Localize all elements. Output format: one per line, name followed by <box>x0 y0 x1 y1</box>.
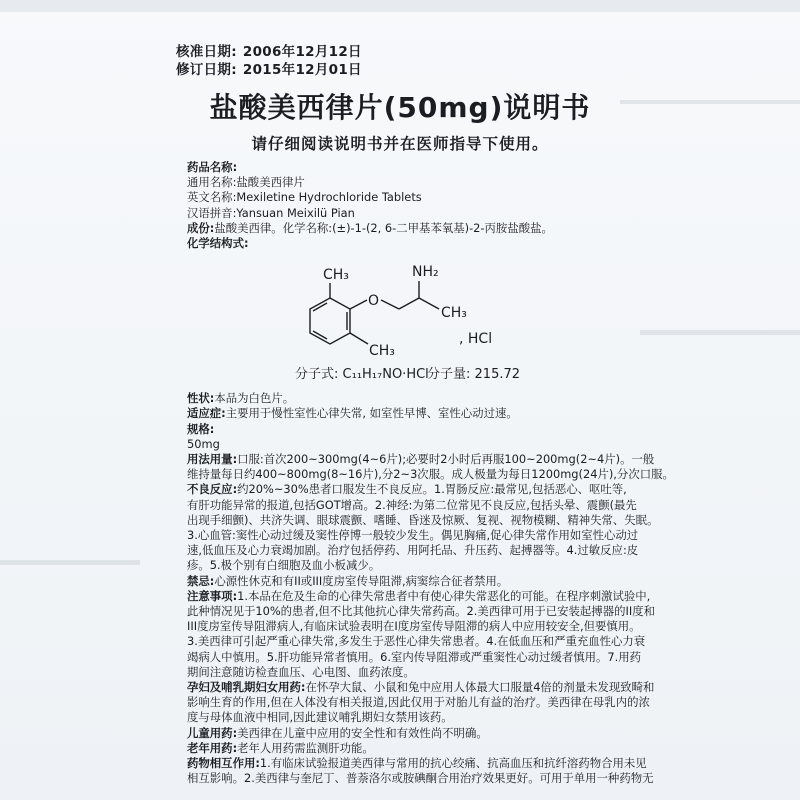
molecular-formula <box>295 367 429 382</box>
pinyin-name-label: 汉语拼音: <box>187 205 237 220</box>
section-text: 50mg <box>187 436 220 451</box>
document-body <box>187 160 674 787</box>
text-line <box>187 619 641 634</box>
common-name-value: 盐酸美西律片 <box>236 175 305 190</box>
section-text: III度房室传导阻滞病人,有临床试验表明在I度房室传导阻滞的病人中应用较安全,但要慎用。 <box>187 619 641 634</box>
section-text: 本品为白色片。 <box>214 391 295 406</box>
text-line <box>187 726 615 741</box>
section-text: 竭病人中慎用。5.肝功能异常者慎用。6.室内传导阻滞或严重窦性心动过缓者慎用。7.用药 <box>187 649 642 664</box>
section-text: 3.美西律可引起严重心律失常,多发生于恶性心律失常患者。4.在低血压和严重充血性心力衰 <box>187 634 646 649</box>
revision-date-value: 2015年12月01日 <box>242 62 362 78</box>
section-text: 速,低血压及心力衰竭加剧。治疗包括停药、用阿托品、升压药、起搏器等。4.过敏反应:皮 <box>187 543 639 558</box>
section-text: 维持量每日约400~800mg(8~16片),分2~3次服。成人极量为每日1200mg(24片),分次口服。 <box>187 467 674 482</box>
text-line <box>187 452 655 467</box>
text-line <box>187 482 627 497</box>
common-name-line <box>187 175 615 190</box>
section-label: 孕妇及哺乳期妇女用药: <box>187 680 306 695</box>
nh2-label: NH₂ <box>412 264 439 281</box>
text-line <box>187 543 639 558</box>
text-line <box>187 741 615 756</box>
text-line <box>187 558 615 573</box>
section-text: 1.有临床试验报道美西律与常用的抗心绞痛、抗高血压和抗纤溶药物合用未见 <box>259 756 647 771</box>
document-text-lines <box>187 391 674 786</box>
structure-label: 化学结构式: <box>187 236 249 251</box>
page-subtitle: 请仔细阅读说明书并在医师指导下使用。 <box>251 135 549 153</box>
text-line <box>187 649 642 665</box>
methyl-bond-right <box>419 298 439 309</box>
scan-smudge <box>0 560 140 565</box>
section-text: 影响生育的作用,但在人体没有相关报道,因此仅用于对胎儿有益的治疗。美西律在母乳内的浓 <box>187 695 650 710</box>
section-label: 规格: <box>187 421 215 436</box>
text-line <box>187 665 615 680</box>
drug-name-heading: 药品名称: <box>187 160 238 174</box>
pinyin-name-line <box>187 206 615 221</box>
molecular-weight-label: 分子量: <box>427 367 471 383</box>
section-label: 儿童用药: <box>187 725 238 740</box>
section-text: 此种情况见于10%的患者,但不比其他抗心律失常药高。2.美西律可用于已安装起搏器的II度和 <box>187 604 655 619</box>
section-label: 适应症: <box>187 406 226 421</box>
scan-edge <box>0 0 800 12</box>
revision-date-line <box>176 58 362 78</box>
text-line <box>187 437 615 452</box>
oxygen-label: O <box>368 293 380 310</box>
english-name-value: Mexiletine Hydrochloride Tablets <box>236 190 422 205</box>
composition-value: 盐酸美西律。化学名称:(±)-1-(2, 6-二甲基苯氧基)-2-丙胺盐酸盐。 <box>214 220 553 235</box>
text-line <box>187 771 654 786</box>
text-line <box>187 604 655 619</box>
section-label: 禁忌: <box>187 573 215 588</box>
section-text: 1.本品在危及生命的心律失常患者中有使心律失常恶化的可能。在程序刺激试验中, <box>237 588 651 603</box>
chemical-structure-drawing <box>187 251 615 363</box>
text-line <box>187 467 674 482</box>
section-label: 注意事项: <box>187 588 238 603</box>
section-label: 性状: <box>187 391 215 406</box>
section-label: 用法用量: <box>187 452 238 467</box>
pinyin-name-value: Yansuan Meixilü Pian <box>236 205 355 220</box>
section-text: 有肝功能异常的报道,包括GOT增高。2.神经:为第二位常见不良反应,包括头晕、震颤(最先 <box>187 497 637 512</box>
molecular-formula-label: 分子式: <box>295 367 339 383</box>
approval-date-line <box>176 40 362 60</box>
section-text: 出现手细颤)、共济失调、眼球震颤、嗜睡、昏迷及惊厥、复视、视物模糊、精神失常、失眠。 <box>187 512 659 527</box>
text-line <box>187 422 615 437</box>
section-text: 相互影响。2.美西律与奎尼丁、普萘洛尔或胺碘酮合用治疗效果更好。可用于单用一种药物无 <box>187 771 654 786</box>
text-line <box>187 574 615 589</box>
english-name-line <box>187 190 615 205</box>
approval-date-label: 核准日期: <box>176 44 237 60</box>
text-line <box>187 710 615 725</box>
revision-date-label: 修订日期: <box>176 62 237 78</box>
section-text: 期间注意随访检查血压、心电图、血药浓度。 <box>187 664 415 679</box>
text-line <box>187 528 639 543</box>
molecular-weight <box>427 367 520 382</box>
methyl-bond-bottom <box>350 333 368 344</box>
text-line <box>187 406 615 421</box>
section-text: 3.心血管:窦性心动过缓及窦性停博一般较少发生。偶见胸痛,促心律失常作用如室性心动过 <box>187 528 639 543</box>
page-title: 盐酸美西律片(50mg)说明书 <box>209 91 591 124</box>
text-line <box>187 680 655 695</box>
common-name-label: 通用名称: <box>187 175 237 190</box>
section-label: 不良反应: <box>187 482 238 497</box>
section-text: 老年人用药需监测肝功能。 <box>237 740 374 755</box>
text-line <box>187 756 647 771</box>
chemical-structure <box>187 251 615 363</box>
section-text: 度与母体血液中相同,因此建议哺乳期妇女禁用该药。 <box>187 710 453 725</box>
section-text: 疹。5.极个别有白细胞及血小板减少。 <box>187 558 381 573</box>
formula-line <box>187 363 615 391</box>
text-line <box>187 588 651 604</box>
section-text: 心源性休克和有II或III度房室传导阻滞,病窦综合征者禁用。 <box>214 573 509 588</box>
composition-line <box>187 221 615 236</box>
text-line <box>187 512 659 528</box>
section-text: 主要用于慢性室性心律失常, 如室性早博、室性心动过速。 <box>225 406 518 421</box>
section-text: 美西律在儿童中应用的安全性和有效性尚不明确。 <box>237 725 488 740</box>
ether-bond <box>350 300 367 309</box>
section-text: 约20%~30%患者口服发生不良反应。1.胃肠反应:最常见,包括恶心、呕吐等, <box>237 482 627 497</box>
hcl-label: , HCl <box>459 331 493 348</box>
molecular-formula-value: C₁₁H₁₇NO·HCl <box>342 367 429 383</box>
composition-label: 成份: <box>187 220 215 235</box>
ch3-right-label: CH₃ <box>441 305 467 322</box>
section-label: 老年用药: <box>187 740 238 755</box>
benzene-ring <box>310 298 350 344</box>
english-name-label: 英文名称: <box>187 190 237 205</box>
molecular-weight-value: 215.72 <box>474 367 521 383</box>
chain-bond <box>399 298 419 309</box>
section-label: 药物相互作用: <box>187 756 260 771</box>
approval-date-value: 2006年12月12日 <box>242 44 362 60</box>
scan-smudge <box>640 330 800 335</box>
ch3-bottom-label: CH₃ <box>369 343 395 360</box>
text-line <box>187 497 637 513</box>
section-text: 口服:首次200~300mg(4~6片);必要时2小时后再服100~200mg(2~4片)。一般 <box>237 452 655 467</box>
ch3-top-label: CH₃ <box>323 267 349 284</box>
text-line <box>187 391 615 406</box>
section-text: 在怀孕大鼠、小鼠和兔中应用人体最大口服量4倍的剂量未发现致畸和 <box>305 680 655 695</box>
text-line <box>187 634 646 649</box>
text-line <box>187 695 650 710</box>
chain-bond <box>381 300 399 309</box>
